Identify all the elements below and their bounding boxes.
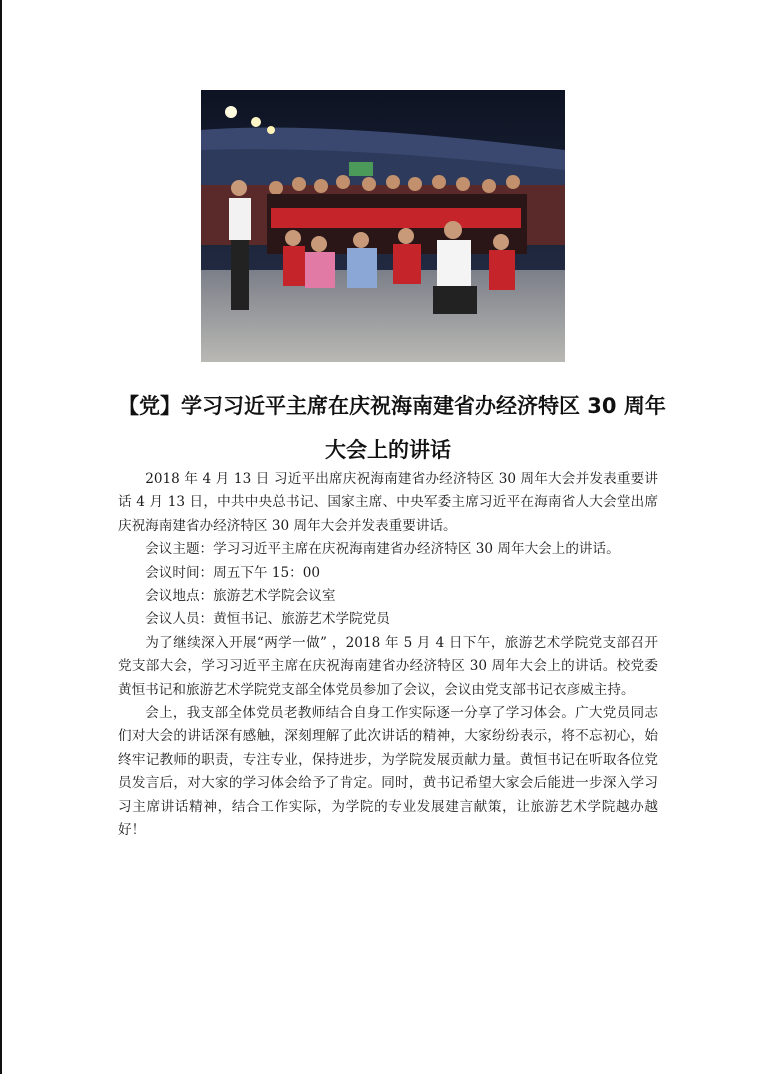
paragraph-location: 会议地点：旅游艺术学院会议室 bbox=[145, 588, 336, 605]
paragraph-time: 会议时间：周五下午 15：00 bbox=[145, 564, 321, 581]
page-left-border bbox=[0, 0, 2, 1074]
group-photo bbox=[201, 90, 565, 362]
article-body bbox=[118, 468, 658, 843]
page-title bbox=[118, 384, 666, 472]
paragraph-topic: 会议主题：学习习近平主席在庆祝海南建省办经济特区 30 周年大会上的讲话。 bbox=[145, 541, 620, 558]
group-photo-stadium-icon bbox=[201, 90, 565, 362]
page-title-line-1: 【党】学习习近平主席在庆祝海南建省办经济特区 30 周年 bbox=[118, 394, 666, 418]
paragraph-summary: 会上，我支部全体党员老教师结合自身工作实际逐一分享了学习体会。广大党员同志们对大会的讲话深有感触，深刻理解了此次讲话的精神，大家纷纷表示，将不忘初心，始终牢记教师的职责，专注专业，保持进步，为学院发展贡献力量。黄恒书记在听取各位党员发言后，对大家的学习体会给予了肯定。同时，黄书记希望大家会后能进一步深入学习习主席讲话精神，结合工作实际，为学院的专业发展建言献策，让旅游艺术学院越办越好！ bbox=[118, 705, 658, 839]
paragraph-attendees: 会议人员：黄恒书记、旅游艺术学院党员 bbox=[145, 611, 390, 628]
paragraph-meeting: 为了继续深入开展“两学一做” ，2018 年 5 月 4 日下午，旅游艺术学院党支部召开党支部大会，学习习近平主席在庆祝海南建省办经济特区 30 周年大会上的讲话。校党委黄恒书记和旅游艺术学院党支部全体党员参加了会议，会议由党支部书记衣彦威主持。 bbox=[118, 634, 658, 698]
page-title-line-2: 大会上的讲话 bbox=[325, 438, 451, 462]
paragraph-intro: 2018 年 4 月 13 日 习近平出席庆祝海南建省办经济特区 30 周年大会并发表重要讲话 4 月 13 日，中共中央总书记、国家主席、中央军委主席习近平在海南省人大会堂出席庆祝海南建省办经济特区 30 周年大会并发表重要讲话。 bbox=[118, 471, 658, 534]
